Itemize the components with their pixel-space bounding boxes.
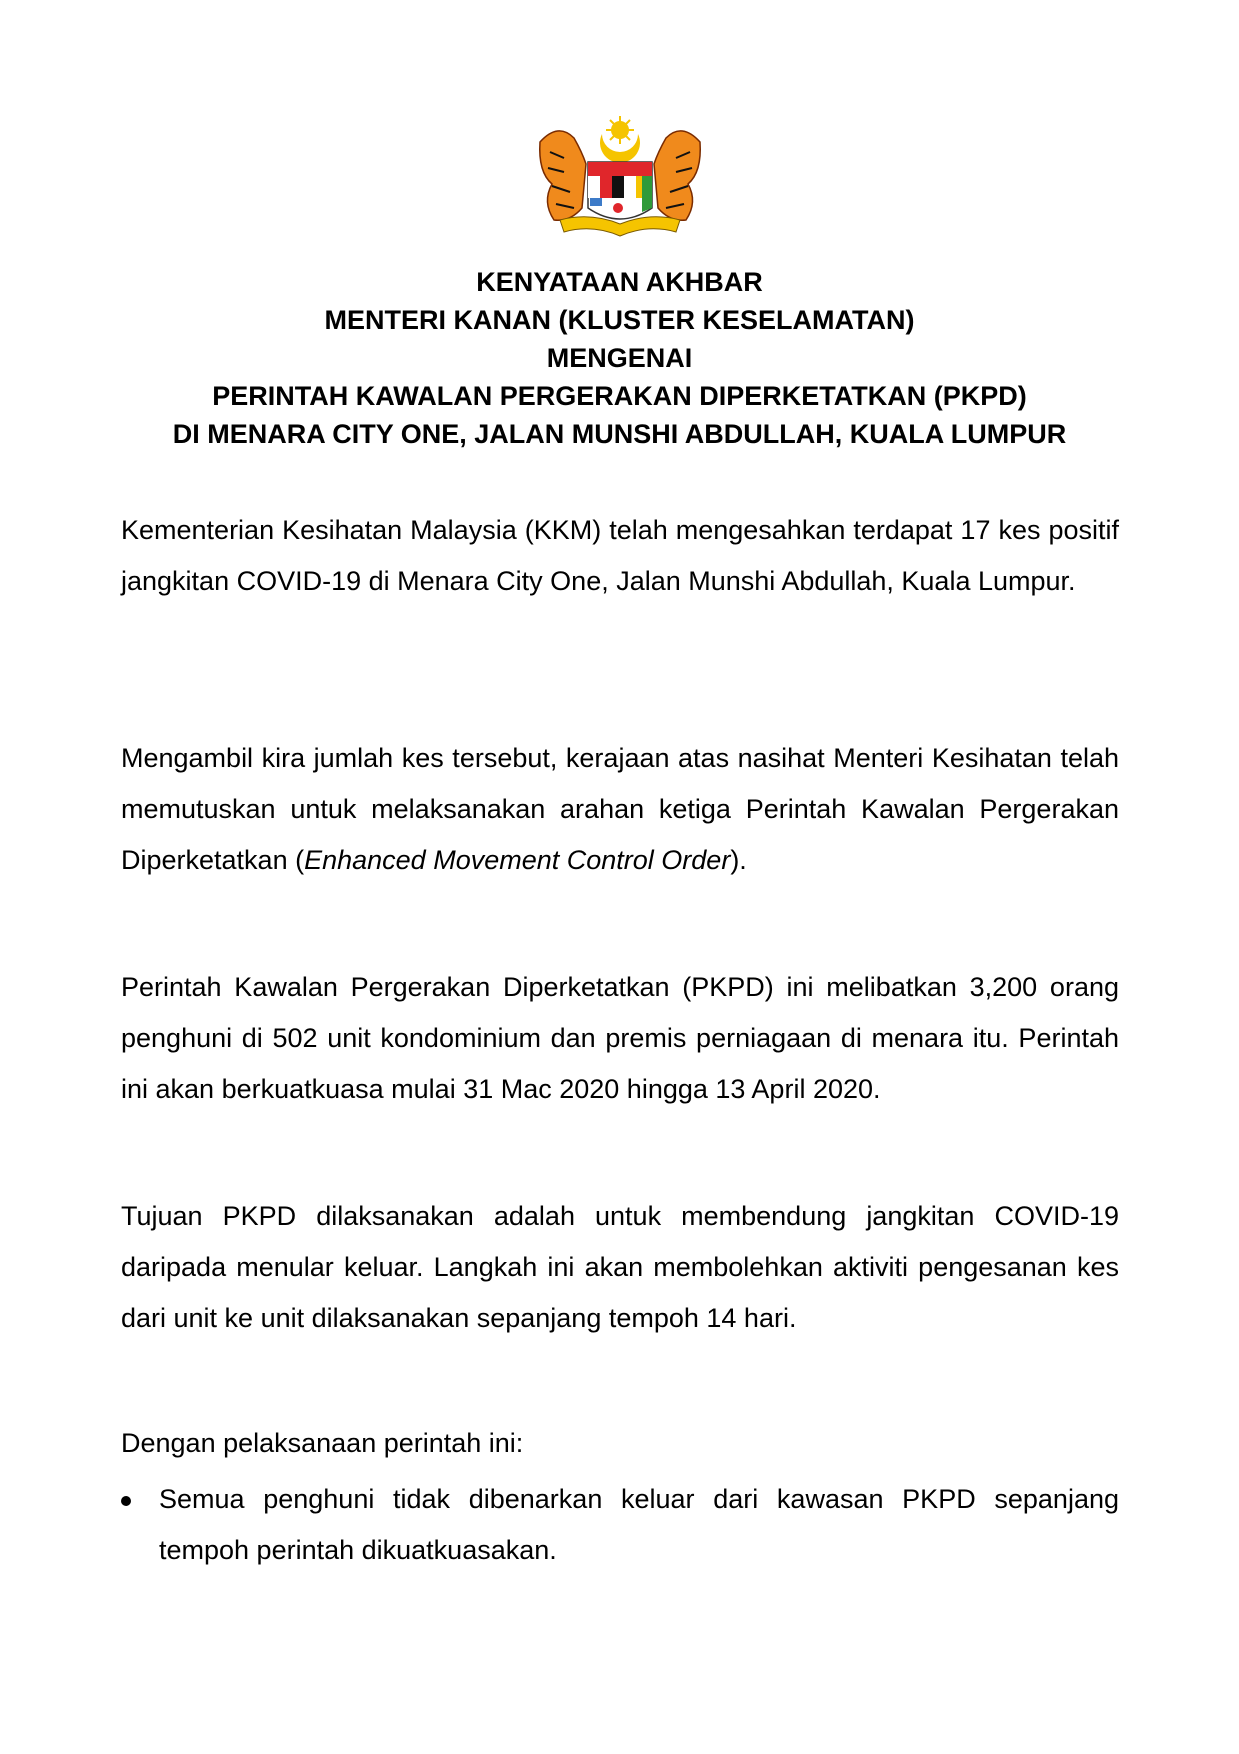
paragraph-emco-purpose: Tujuan PKPD dilaksanakan adalah untuk membendung jangkitan COVID-19 daripada menular keluar. Langkah ini akan membolehkan aktiviti pengesanan kes dari unit ke unit dilaksanakan sepanjang tempoh 14 hari. bbox=[121, 1201, 1119, 1333]
title-line: MENGENAI bbox=[546, 343, 693, 373]
title-line: PERINTAH KAWALAN PERGERAKAN DIPERKETATKAN (PKPD) bbox=[212, 381, 1027, 411]
paragraph-emco-decision bbox=[121, 733, 1119, 886]
press-release-title bbox=[0, 263, 1239, 453]
paragraph-text: ). bbox=[730, 845, 747, 875]
paragraph-emco-scope: Perintah Kawalan Pergerakan Diperketatkan (PKPD) ini melibatkan 3,200 orang penghuni di 502 unit kondominium dan premis perniagaan di menara itu. Perintah ini akan berkuatkuasa mulai 31 Mac 2020 hingga 13 April 2020. bbox=[121, 972, 1119, 1104]
paragraph-text: Mengambil kira jumlah kes tersebut, kerajaan atas nasihat Menteri Kesihatan telah memutuskan untuk melaksanakan arahan ketiga Perintah Kawalan Pergerakan Diperketatkan ( bbox=[121, 743, 1119, 875]
title-line: DI MENARA CITY ONE, JALAN MUNSHI ABDULLAH, KUALA LUMPUR bbox=[172, 419, 1067, 449]
emco-english-term: Enhanced Movement Control Order bbox=[304, 845, 731, 875]
title-line: MENTERI KANAN (KLUSTER KESELAMATAN) bbox=[324, 305, 915, 335]
malaysia-coat-of-arms-icon bbox=[530, 112, 710, 240]
bullet-icon bbox=[121, 1496, 131, 1506]
title-line: KENYATAAN AKHBAR bbox=[476, 267, 763, 297]
paragraph-implementation-intro: Dengan pelaksanaan perintah ini: bbox=[121, 1428, 524, 1458]
paragraph-confirmed-cases: Kementerian Kesihatan Malaysia (KKM) telah mengesahkan terdapat 17 kes positif jangkitan COVID-19 di Menara City One, Jalan Munshi Abdullah, Kuala Lumpur. bbox=[121, 515, 1119, 596]
list-item-text: Semua penghuni tidak dibenarkan keluar dari kawasan PKPD sepanjang tempoh perintah dikuatkuasakan. bbox=[159, 1484, 1119, 1565]
